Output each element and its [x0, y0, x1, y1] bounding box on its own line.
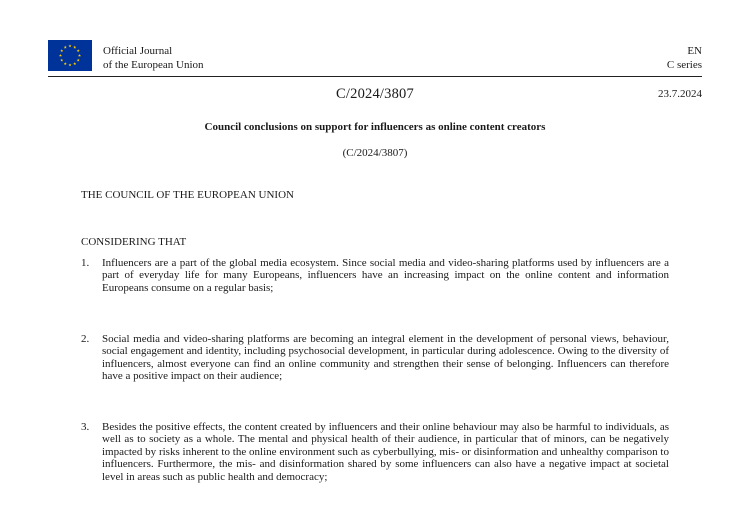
- language-series: [667, 44, 702, 72]
- header-divider: [48, 76, 702, 77]
- paragraph-number: 3.: [81, 421, 90, 433]
- paragraph-text: Social media and video-sharing platforms are becoming an integral element in the development of personal views, behaviour, social engagement and identity, including psychosocial development, in particular during adolescence. Owing to the diversity of influencers, almost everyone can find an online community and strengthen their sense of belonging. Influencers can therefore have a positive impact on their audience;: [102, 333, 669, 383]
- journal-name-line2: of the European Union: [103, 59, 204, 71]
- considering-heading: CONSIDERING THAT: [81, 236, 187, 248]
- paragraph-1: [81, 257, 669, 294]
- document-date: 23.7.2024: [658, 88, 702, 100]
- paragraph-number: 2.: [81, 333, 90, 345]
- paragraph-number: 1.: [81, 257, 90, 269]
- paragraph-text: Besides the positive effects, the content created by influencers and their online behaviour may also be harmful to individuals, as well as to society as a whole. The mental and physical health of their audience, in particular that of minors, can be negatively impacted by risks inherent to the online environment such as cyberbullying, mis- or disinformation and unhealthy comparison to influencers. Furthermore, the mis- and disinformation shared by some influencers can also have a negative impact at societal level in areas such as public health and democracy;: [102, 421, 669, 483]
- language-code: EN: [687, 45, 702, 57]
- journal-header: [48, 40, 702, 74]
- document-reference: (C/2024/3807): [342, 147, 408, 159]
- document-title: Council conclusions on support for influencers as online content creators: [204, 121, 546, 133]
- document-number: C/2024/3807: [336, 86, 414, 102]
- journal-name-line1: Official Journal: [103, 45, 173, 57]
- series-label: C series: [666, 59, 702, 71]
- eu-flag-icon: [48, 40, 92, 71]
- paragraph-3: [81, 421, 669, 483]
- paragraph-2: [81, 333, 669, 383]
- journal-name: [103, 44, 204, 72]
- council-heading: THE COUNCIL OF THE EUROPEAN UNION: [81, 189, 294, 201]
- paragraph-text: Influencers are a part of the global media ecosystem. Since social media and video-sharing platforms used by influencers are a part of everyday life for many Europeans, influencers have an increasing impact on the online content and information Europeans consume on a regular basis;: [102, 257, 669, 294]
